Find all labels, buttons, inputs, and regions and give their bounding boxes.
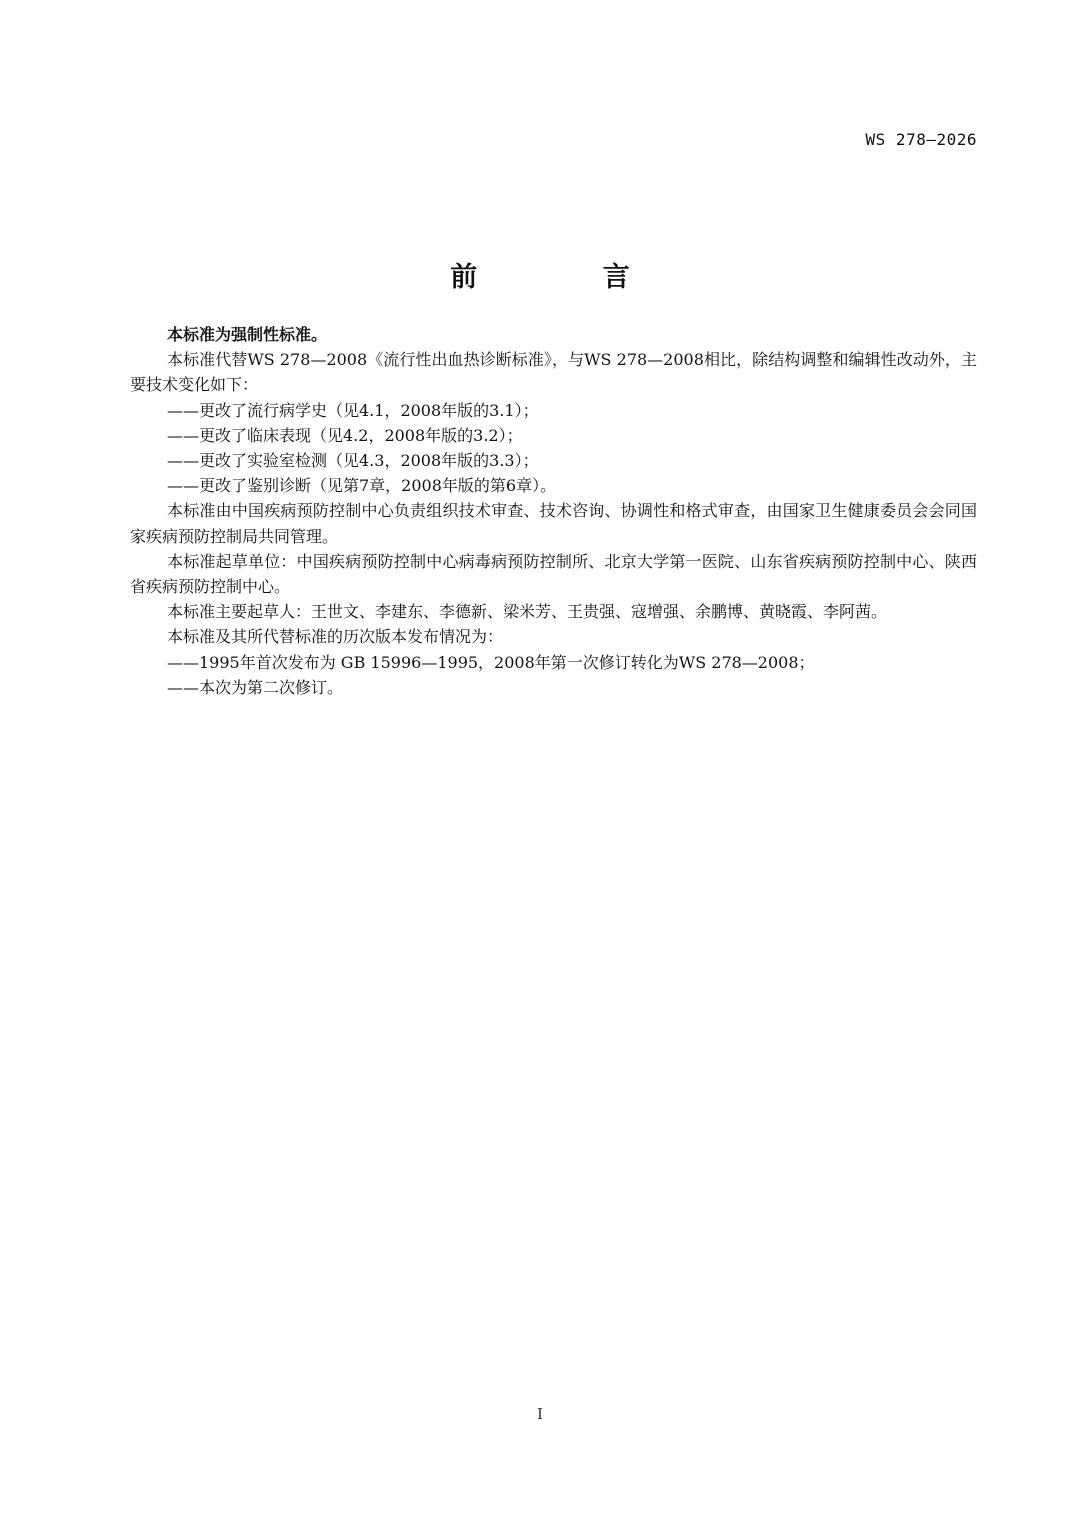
foreword-body — [130, 322, 977, 700]
drafting-units: 本标准起草单位：中国疾病预防控制中心病毒病预防控制所、北京大学第一医院、山东省疾病预防控制中心、陕西省疾病预防控制中心。 — [130, 551, 977, 597]
replacement-statement: 本标准代替WS 278—2008《流行性出血热诊断标准》，与WS 278—2008相比，除结构调整和编辑性改动外，主要技术变化如下： — [130, 350, 977, 395]
standard-code: WS 278—2026 — [865, 130, 977, 149]
mandatory-statement: 本标准为强制性标准。 — [167, 325, 328, 344]
history-item: ——本次为第二次修订。 — [167, 677, 344, 697]
drafters: 本标准主要起草人：王世文、李建东、李德新、梁米芳、王贵强、寇增强、余鹏博、黄晓霞、李阿茜。 — [167, 602, 888, 622]
page-number: I — [537, 1405, 543, 1423]
history-item: ——1995年首次发布为 GB 15996—1995，2008年第一次修订转化为WS 278—2008； — [167, 652, 815, 672]
change-item: ——更改了流行病学史（见4.1，2008年版的3.1）； — [167, 400, 539, 420]
history-intro: 本标准及其所代替标准的历次版本发布情况为： — [167, 627, 504, 647]
page-title: 前 言 — [450, 262, 688, 293]
change-item: ——更改了临床表现（见4.2，2008年版的3.2）； — [167, 425, 523, 445]
change-item: ——更改了实验室检测（见4.3，2008年版的3.3）； — [167, 451, 539, 471]
management-statement: 本标准由中国疾病预防控制中心负责组织技术审查、技术咨询、协调性和格式审查，由国家卫生健康委员会会同国家疾病预防控制局共同管理。 — [130, 501, 977, 546]
change-item: ——更改了鉴别诊断（见第7章，2008年版的第6章）。 — [167, 476, 557, 496]
